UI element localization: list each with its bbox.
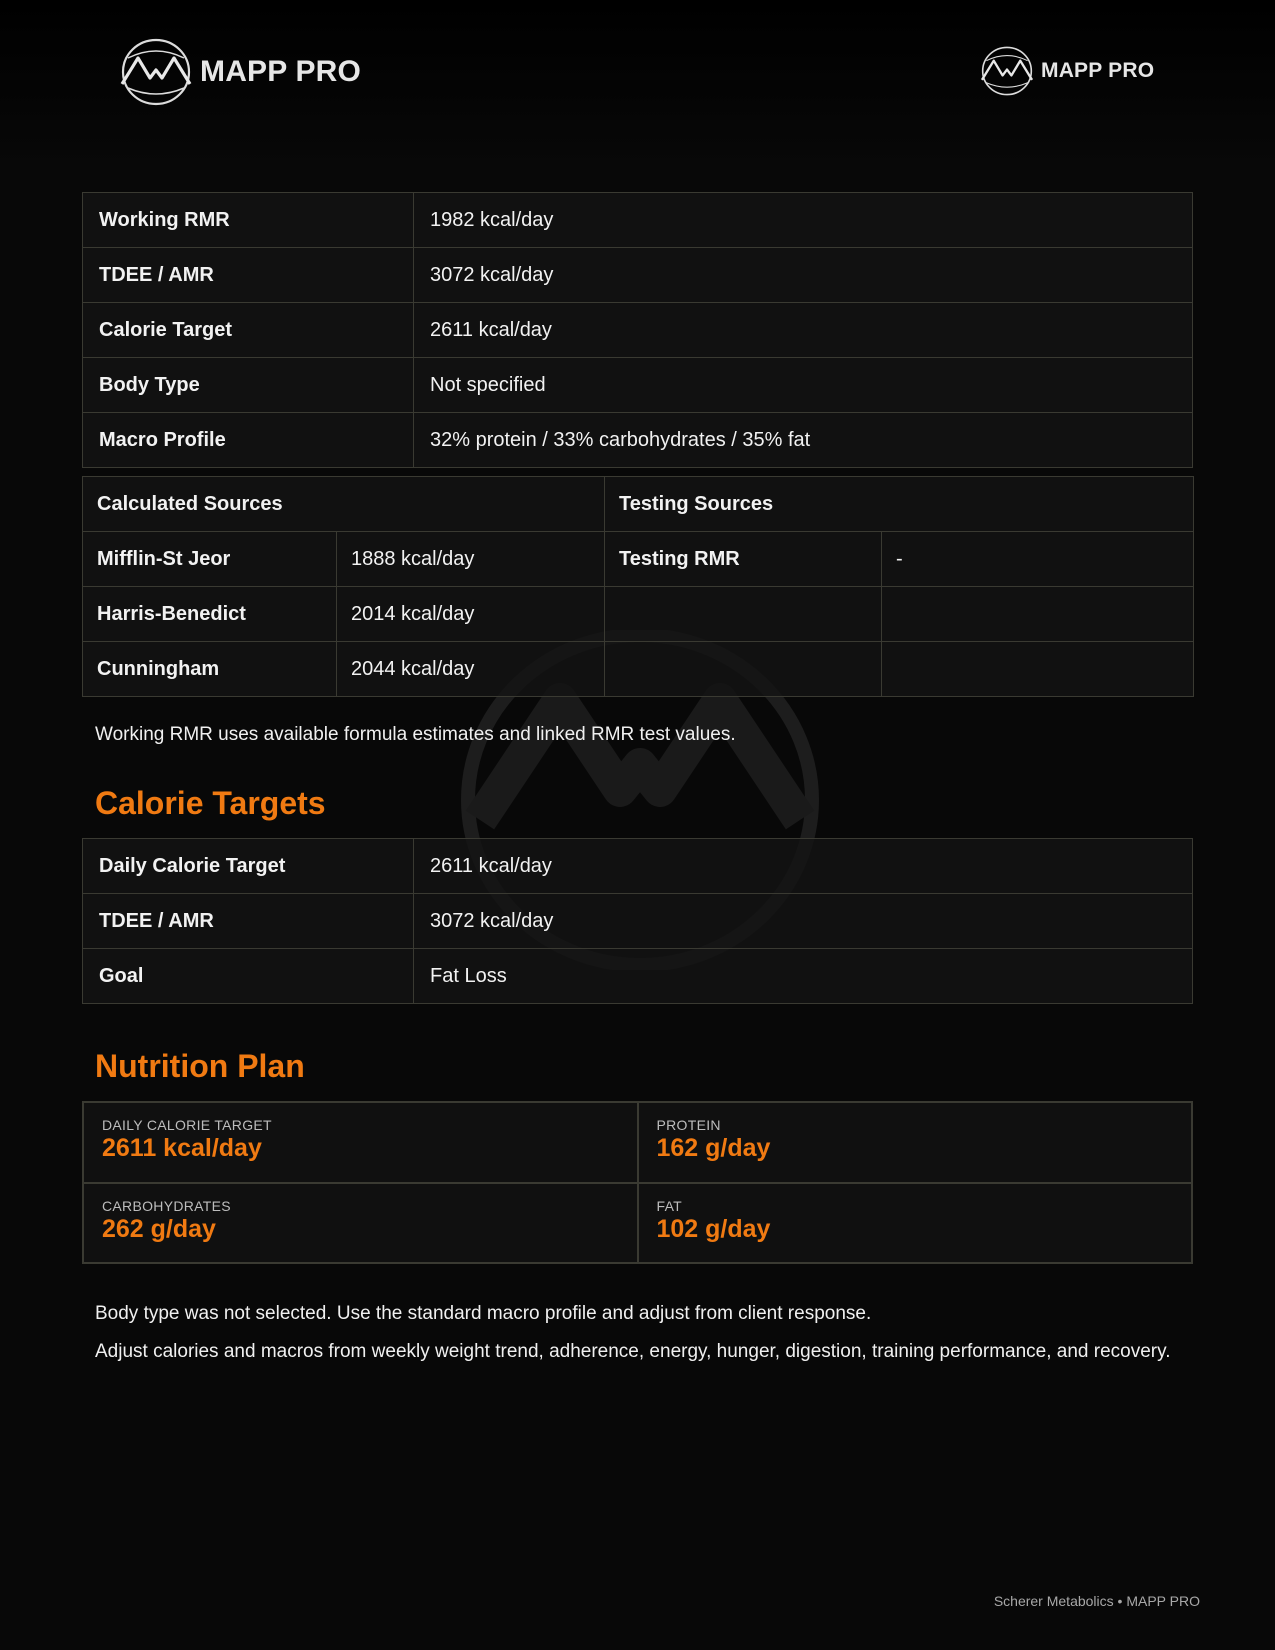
calculated-source-value: 2014 kcal/day — [337, 587, 605, 642]
rmr-note: Working RMR uses available formula estimates and linked RMR test values. — [95, 724, 736, 745]
nutrition-metric-card — [83, 1102, 638, 1183]
nutrition-plan-heading: Nutrition Plan — [95, 1048, 305, 1084]
nutrition-metric-card — [83, 1183, 638, 1264]
calculated-source-value: 1888 kcal/day — [337, 532, 605, 587]
testing-source-value — [882, 642, 1194, 697]
metabolic-summary-table — [82, 192, 1193, 468]
summary-label: Working RMR — [83, 193, 414, 248]
summary-value: 1982 kcal/day — [414, 193, 1193, 248]
summary-row — [83, 193, 1193, 248]
nutrition-metric-label: FAT — [656, 1197, 683, 1214]
calculated-source-label: Cunningham — [83, 642, 337, 697]
nutrition-note: Adjust calories and macros from weekly weight trend, adherence, energy, hunger, digestion, training performance, and recovery. — [95, 1341, 1171, 1362]
calculated-source-label: Mifflin-St Jeor — [83, 532, 337, 587]
testing-source-label: Testing RMR — [605, 532, 882, 587]
nutrition-metric-label: CARBOHYDRATES — [102, 1197, 231, 1214]
sources-row — [83, 532, 1194, 587]
calorie-target-row — [83, 894, 1193, 949]
testing-source-label — [605, 587, 882, 642]
calorie-target-value: Fat Loss — [414, 949, 1193, 1004]
brand-logo-right — [979, 44, 1154, 98]
calorie-target-label: Daily Calorie Target — [83, 839, 414, 894]
testing-sources-header: Testing Sources — [605, 477, 1194, 532]
nutrition-metric-value: 162 g/day — [656, 1134, 771, 1162]
brand-emblem-icon — [118, 36, 194, 108]
nutrition-metric-value: 262 g/day — [102, 1214, 216, 1243]
sources-header-row — [83, 477, 1194, 532]
nutrition-metric-card — [638, 1102, 1193, 1183]
summary-label: TDEE / AMR — [83, 248, 414, 303]
testing-source-value: - — [882, 532, 1194, 587]
brand-logo-left — [118, 36, 361, 108]
summary-value: 32% protein / 33% carbohydrates / 35% fat — [414, 413, 1193, 468]
summary-label: Body Type — [83, 358, 414, 413]
nutrition-note: Body type was not selected. Use the standard macro profile and adjust from client response. — [95, 1303, 872, 1324]
brand-emblem-icon — [979, 44, 1035, 98]
summary-value: 2611 kcal/day — [414, 303, 1193, 358]
nutrition-metric-label: DAILY CALORIE TARGET — [102, 1117, 272, 1133]
nutrition-metric-label: PROTEIN — [656, 1117, 721, 1133]
calculated-source-value: 2044 kcal/day — [337, 642, 605, 697]
calorie-target-value: 2611 kcal/day — [414, 839, 1193, 894]
testing-source-label — [605, 642, 882, 697]
calorie-target-row — [83, 839, 1193, 894]
calorie-target-label: Goal — [83, 949, 414, 1004]
summary-row — [83, 413, 1193, 468]
calorie-targets-table — [82, 838, 1193, 1004]
calorie-target-label: TDEE / AMR — [83, 894, 414, 949]
calorie-targets-heading: Calorie Targets — [95, 785, 326, 821]
testing-source-value — [882, 587, 1194, 642]
calorie-target-value: 3072 kcal/day — [414, 894, 1193, 949]
summary-value: Not specified — [414, 358, 1193, 413]
summary-label: Calorie Target — [83, 303, 414, 358]
nutrition-metric-value: 2611 kcal/day — [102, 1134, 262, 1162]
calculated-source-label: Harris-Benedict — [83, 587, 337, 642]
brand-wordmark: MAPP PRO — [200, 55, 362, 88]
summary-label: Macro Profile — [83, 413, 414, 468]
summary-row — [83, 358, 1193, 413]
brand-wordmark: MAPP PRO — [1041, 59, 1155, 82]
calorie-target-row — [83, 949, 1193, 1004]
sources-row — [83, 587, 1194, 642]
rmr-sources-table — [82, 476, 1194, 697]
summary-value: 3072 kcal/day — [414, 248, 1193, 303]
nutrition-plan-grid — [82, 1101, 1193, 1264]
nutrition-metric-card — [638, 1183, 1193, 1264]
summary-row — [83, 248, 1193, 303]
calculated-sources-header: Calculated Sources — [83, 477, 605, 532]
nutrition-metric-value: 102 g/day — [656, 1214, 771, 1243]
page-footer: Scherer Metabolics • MAPP PRO — [993, 1593, 1200, 1609]
summary-row — [83, 303, 1193, 358]
sources-row — [83, 642, 1194, 697]
